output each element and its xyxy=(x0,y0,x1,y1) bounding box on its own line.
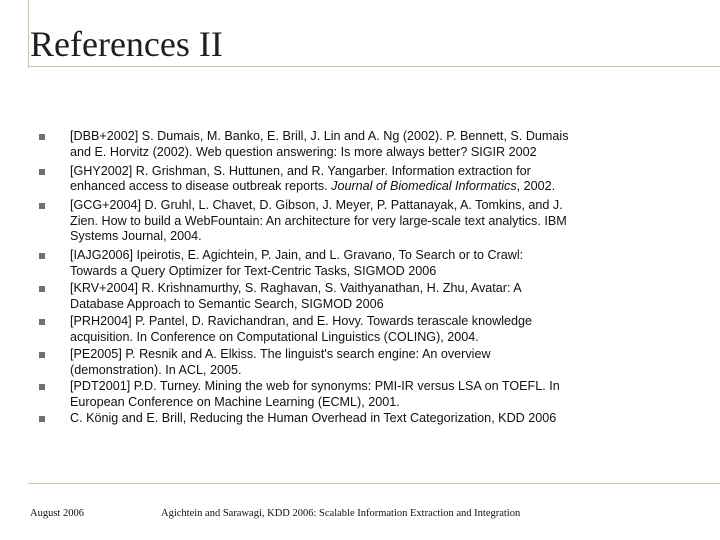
reference-item xyxy=(0,347,720,379)
square-bullet-icon xyxy=(39,286,45,292)
square-bullet-icon xyxy=(39,169,45,175)
reference-text: [GHY2002] R. Grishman, S. Huttunen, and R. Yangarber. Information extraction for enhanced access to disease outbreak reports. Journal of Biomedical Informatics, 2002. xyxy=(70,163,556,194)
reference-text: C. König and E. Brill, Reducing the Human Overhead in Text Categorization, KDD 2006 xyxy=(70,411,557,425)
reference-item xyxy=(0,198,720,248)
reference-item xyxy=(0,129,720,164)
square-bullet-icon xyxy=(39,352,45,358)
square-bullet-icon xyxy=(39,253,45,259)
reference-item xyxy=(0,379,720,411)
square-bullet-icon xyxy=(39,203,45,209)
footer-date: August 2006 xyxy=(30,508,84,519)
reference-text: [GCG+2004] D. Gruhl, L. Chavet, D. Gibson, J. Meyer, P. Pattanayak, A. Tomkins, and J. Zien. How to build a WebFountain: An architecture for very large-scale text analytics. IBM Systems Journal, 2004. xyxy=(70,198,567,244)
journal-title: Journal of Biomedical Informatics xyxy=(331,179,517,194)
reference-text: [PE2005] P. Resnik and A. Elkiss. The linguist's search engine: An overview (demonstration). In ACL, 2005. xyxy=(70,347,491,377)
reference-item xyxy=(0,164,720,199)
square-bullet-icon xyxy=(39,319,45,325)
slide-title: References II xyxy=(30,24,223,64)
title-underline-rule xyxy=(28,66,720,67)
reference-text: [IAJG2006] Ipeirotis, E. Agichtein, P. Jain, and L. Gravano, To Search or to Crawl: Towards a Query Optimizer for Text-Centric Tasks, SIGMOD 2006 xyxy=(70,248,524,278)
footer-credit: Agichtein and Sarawagi, KDD 2006: Scalable Information Extraction and Integration xyxy=(161,508,521,519)
reference-item xyxy=(0,314,720,347)
reference-list xyxy=(0,129,720,429)
reference-item xyxy=(0,248,720,281)
reference-text: [DBB+2002] S. Dumais, M. Banko, E. Brill, J. Lin and A. Ng (2002). P. Bennett, S. Dumais and E. Horvitz (2002). Web question answering: Is more always better? SIGIR 2002 xyxy=(70,129,569,159)
reference-item xyxy=(0,411,720,429)
square-bullet-icon xyxy=(39,134,45,140)
reference-text: [KRV+2004] R. Krishnamurthy, S. Raghavan, S. Vaithyanathan, H. Zhu, Avatar: A Database Approach to Semantic Search, SIGMOD 2006 xyxy=(70,281,522,311)
reference-text: [PDT2001] P.D. Turney. Mining the web for synonyms: PMI-IR versus LSA on TOEFL. In European Conference on Machine Learning (ECML), 2001. xyxy=(70,379,560,409)
reference-text: [PRH2004] P. Pantel, D. Ravichandran, and E. Hovy. Towards terascale knowledge acquisition. In Conference on Computational Linguistics (COLING), 2004. xyxy=(70,314,533,344)
reference-item xyxy=(0,281,720,314)
square-bullet-icon xyxy=(39,416,45,422)
title-vertical-rule xyxy=(28,0,29,68)
square-bullet-icon xyxy=(39,384,45,390)
footer-rule xyxy=(28,483,720,484)
